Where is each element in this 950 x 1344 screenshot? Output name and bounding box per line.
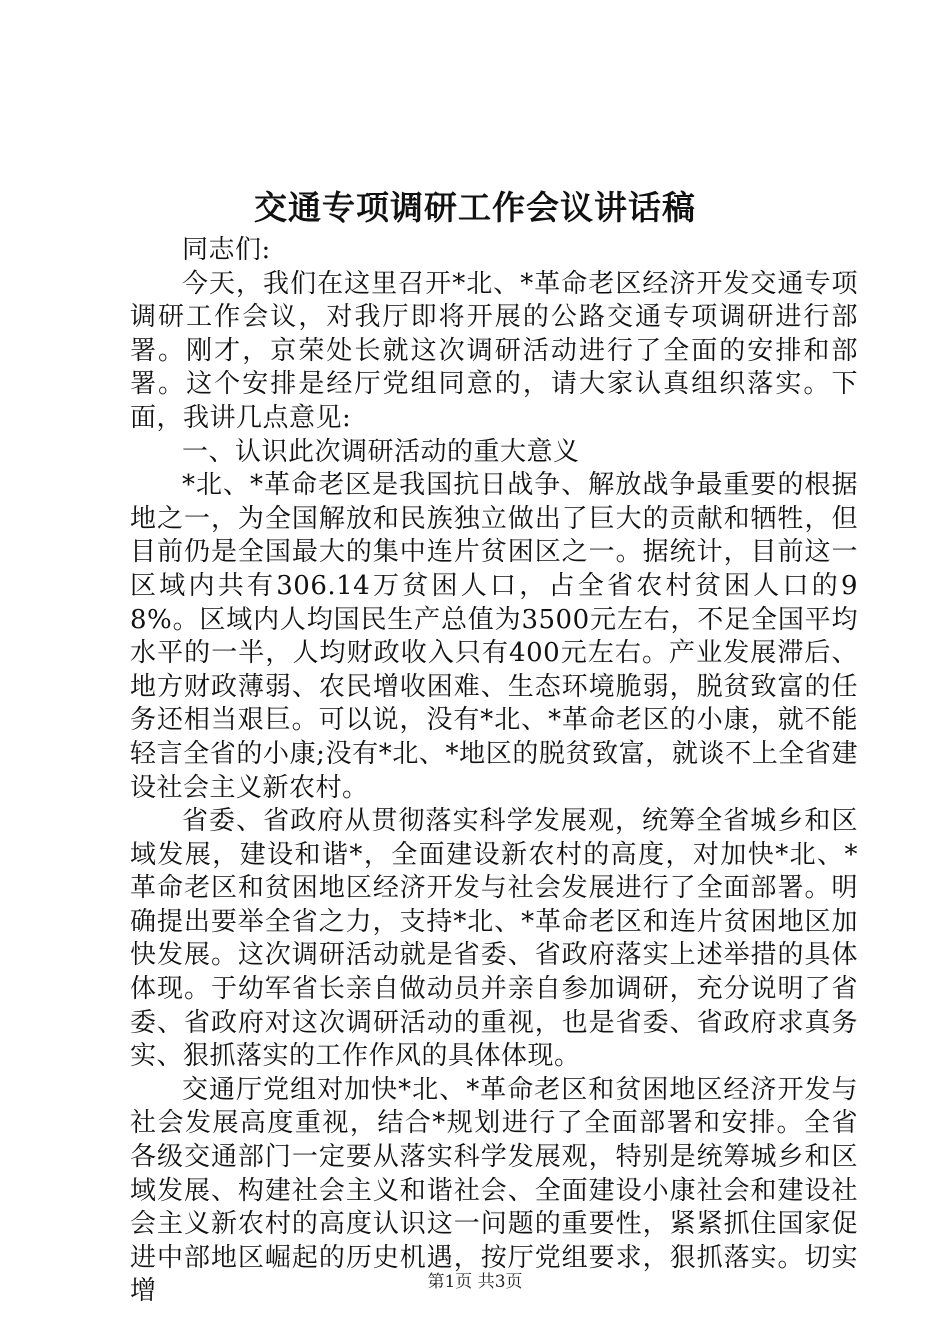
salutation: 同志们: [182, 235, 271, 265]
document-body [130, 234, 858, 1309]
paragraph-opening: 今天，我们在这里召开*北、*革命老区经济开发交通专项调研工作会议，对我厅即将开展的公路交通专项调研进行部署。刚才，京荣处长就这次调研活动进行了全面的安排和部署。这个安排是经厅党组同意的，请大家认真组织落实。下面，我讲几点意见: [130, 268, 858, 433]
paragraph-background: *北、*革命老区是我国抗日战争、解放战争最重要的根据地之一，为全国解放和民族独立做出了巨大的贡献和牺牲，但目前仍是全国最大的集中连片贫困区之一。据统计，目前这一区域内共有306.14万贫困人口，占全省农村贫困人口的98%。区域内人均国民生产总值为3500元左右，不足全国平均水平的一半，人均财政收入只有400元左右。产业发展滞后、地方财政薄弱、农民增收困难、生态环境脆弱，脱贫致富的任务还相当艰巨。可以说，没有*北、*革命老区的小康，就不能轻言全省的小康;没有*北、*地区的脱贫致富，就谈不上全省建设社会主义新农村。 [130, 470, 858, 803]
page-number-footer: 第1页 共3页 [427, 1272, 523, 1292]
document-title: 交通专项调研工作会议讲话稿 [254, 188, 696, 227]
paragraph-transport-department: 交通厅党组对加快*北、*革命老区和贫困地区经济开发与社会发展高度重视，结合*规划进行了全面部署和安排。全省各级交通部门一定要从落实科学发展观，特别是统筹城乡和区域发展、构建社会主义和谐社会、全面建设小康社会和建设社会主义新农村的高度认识这一问题的重要性，紧紧抓住国家促进中部地区崛起的历史机遇，按厅党组要求，狠抓落实。切实增 [130, 1074, 858, 1307]
paragraph-provincial-policy: 省委、省政府从贯彻落实科学发展观，统筹全省城乡和区域发展，建设和谐*，全面建设新农村的高度，对加快*北、*革命老区和贫困地区经济开发与社会发展进行了全面部署。明确提出要举全省之力，支持*北、*革命老区和连片贫困地区加快发展。这次调研活动就是省委、省政府落实上述举措的具体体现。于幼军省长亲自做动员并亲自参加调研，充分说明了省委、省政府对这次调研活动的重视，也是省委、省政府求真务实、狠抓落实的工作作风的具体体现。 [130, 806, 858, 1072]
section-heading: 一、认识此次调研活动的重大意义 [182, 436, 580, 467]
